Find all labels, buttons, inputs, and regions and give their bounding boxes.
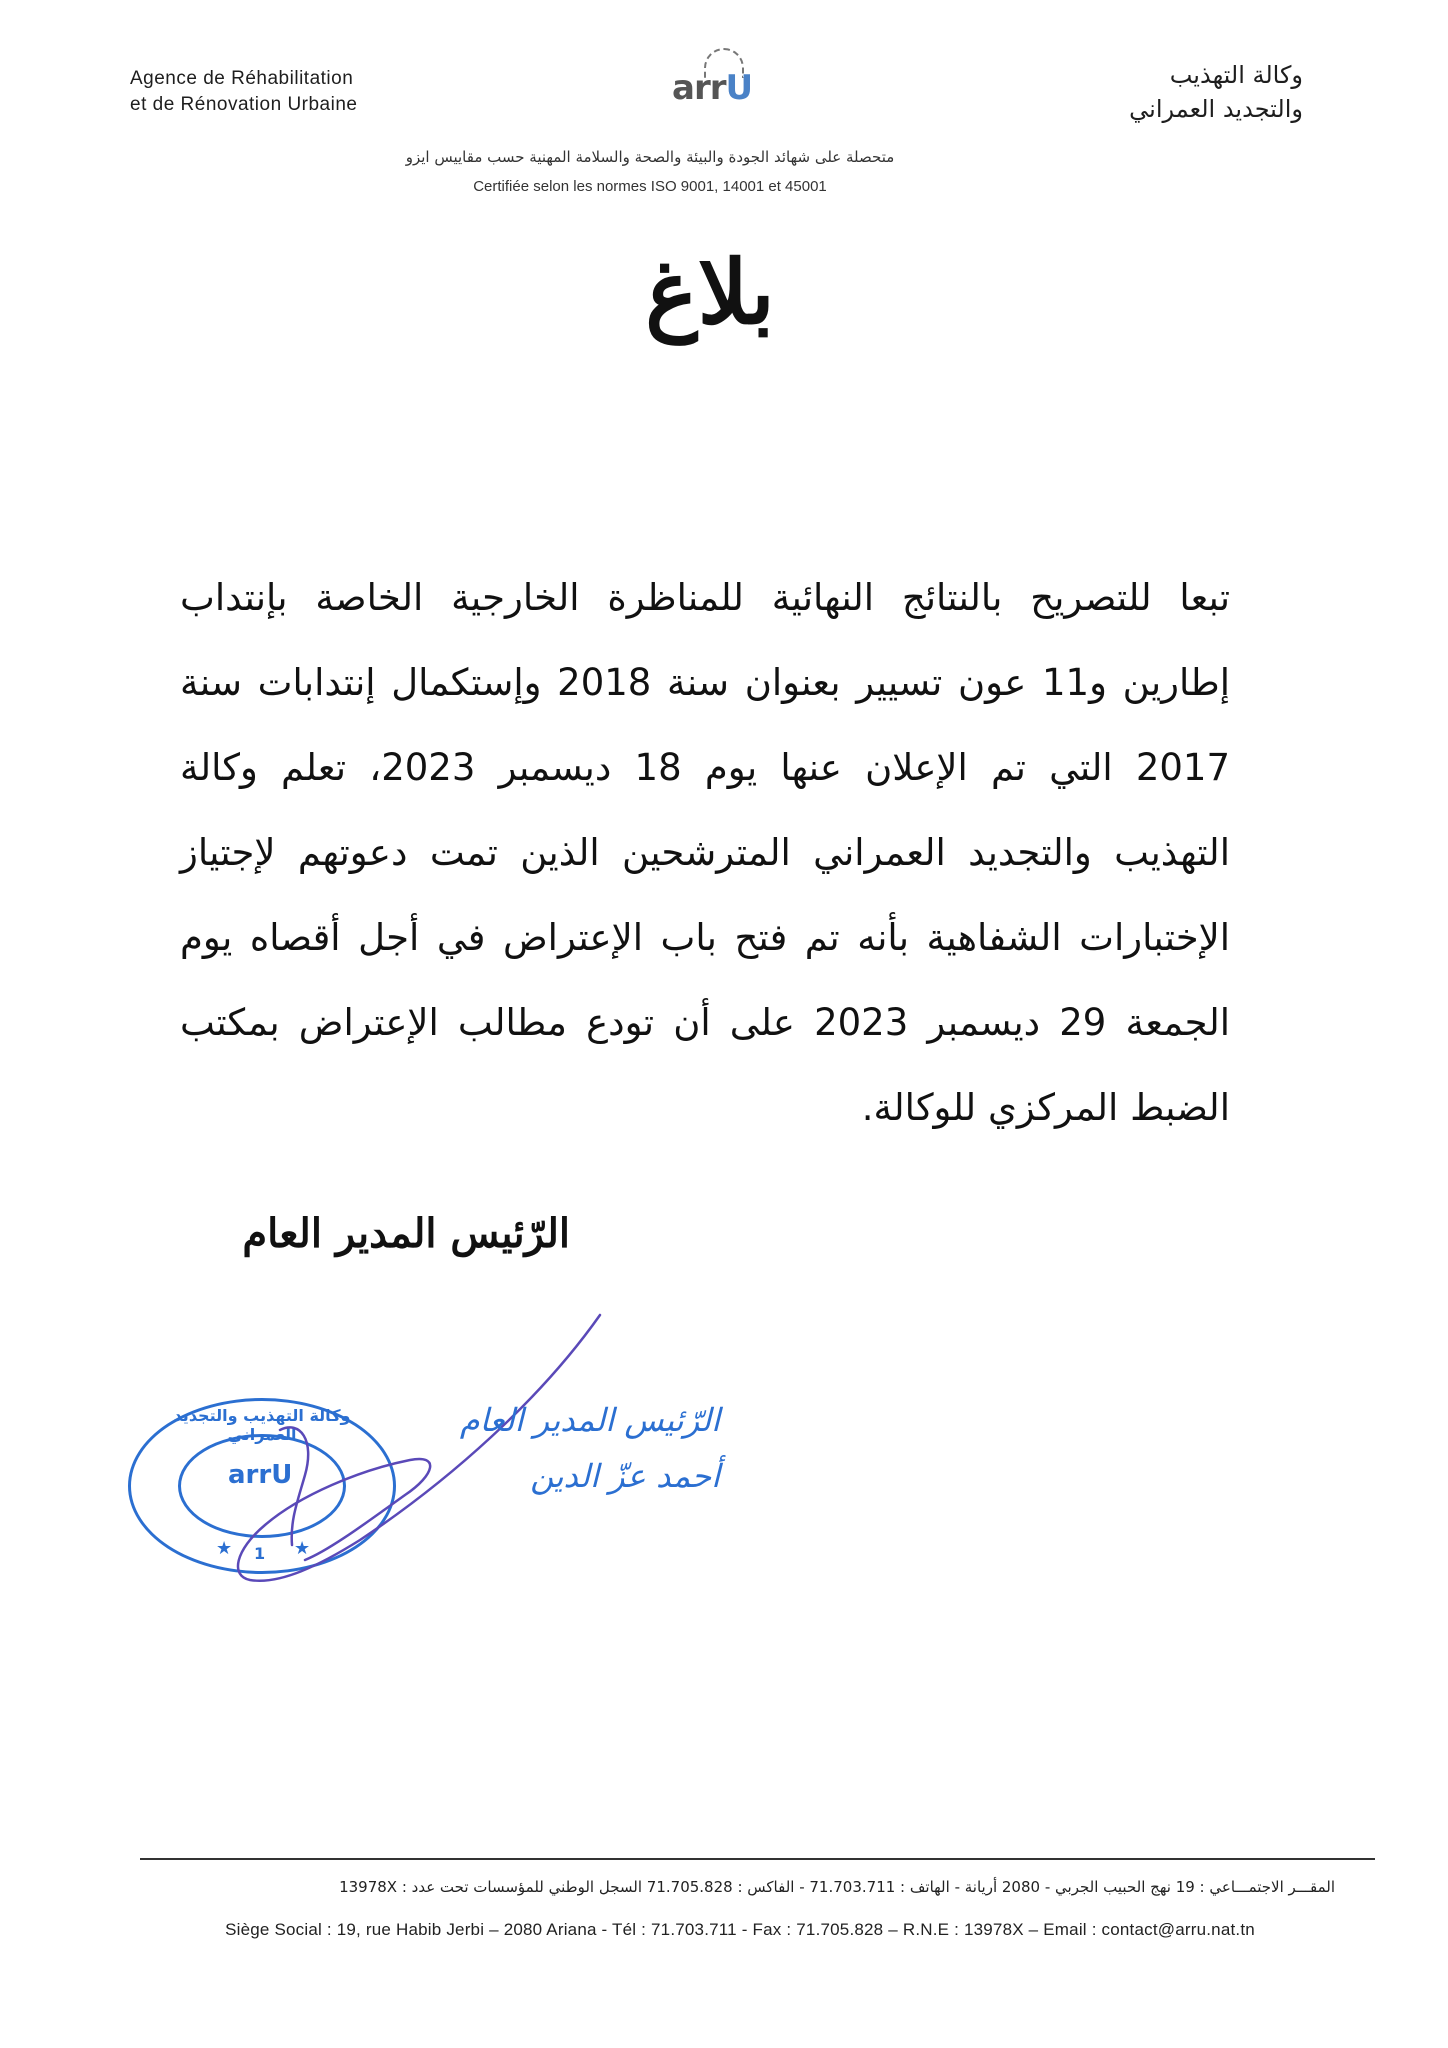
letterhead	[0, 0, 1448, 220]
stamp-logo: arrU	[228, 1460, 293, 1490]
agency-name-french-line2: et de Rénovation Urbaine	[130, 94, 358, 115]
logo-wordmark-main: arr	[672, 68, 726, 108]
stamp-ring-text: وكالة التهذيب والتجديد العمراني	[173, 1406, 351, 1444]
stamp-signatory-title: الرّئيس المدير العام	[459, 1401, 720, 1439]
footer-address-arabic: المقـــر الاجتمـــاعي : 19 نهج الحبيب الجربي - 2080 أريانة - الهاتف : 71.703.711 - الفاكس : 71.705.828 السجل الوطني للمؤسسات تحت عدد : 13978X	[339, 1878, 1335, 1896]
star-icon: ★	[216, 1538, 233, 1559]
notice-title: بلاغ	[645, 240, 775, 344]
agency-name-arabic	[963, 58, 1303, 126]
arru-logo	[668, 48, 780, 112]
notice-body: تبعا للتصريح بالنتائج النهائية للمناظرة الخارجية الخاصة بإنتداب إطارين و11 عون تسيير بعنوان سنة 2018 وإستكمال إنتدابات سنة 2017 التي تم الإعلان عنها يوم 18 ديسمبر 2023، تعلم وكالة التهذيب والتجديد العمراني المترشحين الذين تمت دعوتهم لإجتياز الإختبارات الشفاهية بأنه تم فتح باب الإعتراض في أجل أقصاه يوم الجمعة 29 ديسمبر 2023 على أن تودع مطالب الإعتراض بمكتب الضبط المركزي للوكالة.	[180, 576, 1231, 1129]
stamp-signatory-block	[400, 1392, 720, 1504]
stamp-number: 1	[254, 1544, 266, 1563]
agency-name-arabic-line1: وكالة التهذيب	[1169, 61, 1303, 89]
agency-name-arabic-line2: والتجديد العمراني	[1129, 95, 1303, 123]
agency-name-french-line1: Agence de Réhabilitation	[130, 68, 354, 89]
logo-wordmark-accent: U	[725, 68, 753, 108]
certification-french: Certifiée selon les normes ISO 9001, 14001 et 45001	[473, 178, 827, 195]
agency-name-french	[130, 66, 357, 118]
signatory-title: الرّئيس المدير العام	[242, 1210, 570, 1257]
footer-address-french: Siège Social : 19, rue Habib Jerbi – 2080 Ariana - Tél : 71.703.711 - Fax : 71.705.828 – R.N.E : 13978X – Email : contact@arru.nat.tn	[225, 1920, 1255, 1939]
logo-wordmark	[672, 68, 752, 108]
certification-arabic: متحصلة على شهائد الجودة والبيئة والصحة والسلامة المهنية حسب مقاييس ايزو	[405, 148, 895, 166]
star-icon: ★	[294, 1538, 311, 1559]
footer-divider	[140, 1858, 1375, 1860]
stamp-signatory-name: أحمد عزّ الدين	[530, 1457, 720, 1495]
